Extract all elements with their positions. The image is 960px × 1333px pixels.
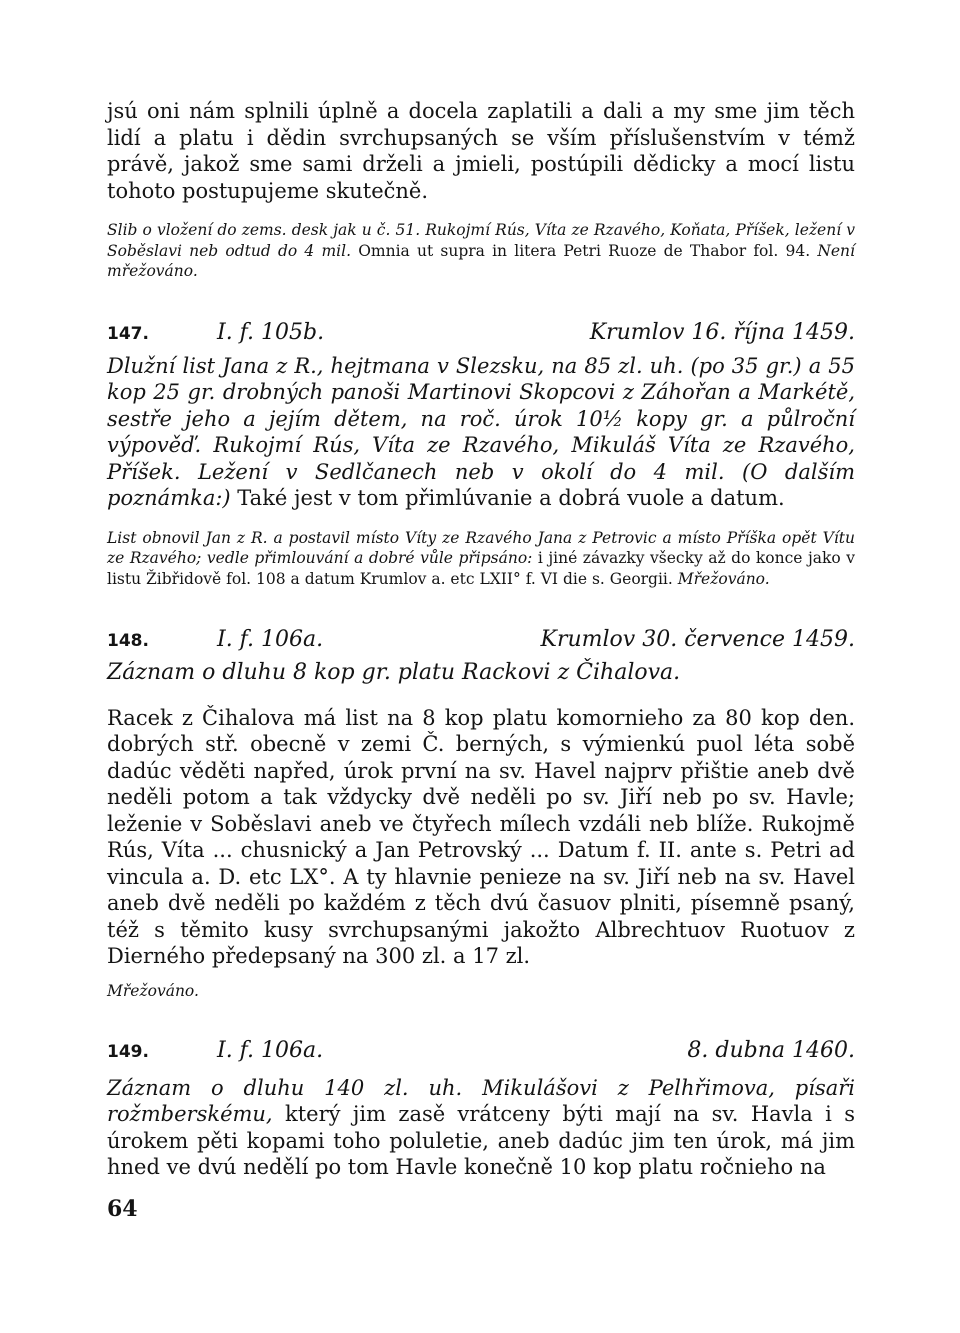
entry-number: 148. bbox=[107, 631, 149, 651]
entry-folio: I. f. 106a. bbox=[217, 1037, 324, 1063]
entry-signature-148: Mřežováno. bbox=[107, 981, 199, 1000]
entry-place-date: Krumlov 16. října 1459. bbox=[589, 319, 855, 345]
entry-title-147 bbox=[107, 353, 855, 512]
entry-title-italic: Dlužní list Jana z R., hejtmana v Slezsku, na 85 zl. uh. (po 35 gr.) a 55 kop 25 gr. drobných panoši Martinovi Skopcovi z Záhořan a Markétě, sestře jeho a jejím dětem, na roč. úrok 10½ kopy gr. a půlroční výpověď. Rukojmí Rús, Víta ze Rzavého, Mikuláš Víta ze Rzavého, Příšek. Ležení v Sedlčanech neb v okolí do 4 mil. (O dalším poznámka:) bbox=[107, 353, 855, 510]
entry-title-plain: který jim zasě vrátceny býti mají na sv. Havla i s úrokem pěti kopami toho poluletie, aneb dadúc jim ten úrok, má jim hned ve dvú nedělí po tom Havle konečně 10 kop platu ročnieho na bbox=[107, 1102, 855, 1179]
top-note-italic: Slib o vložení do zems. desk jak u č. 51. Rukojmí Rús, Víta ze Rzavého, Koňata, Příšek, ležení v Soběslavi neb odtud do 4 mil. bbox=[107, 221, 855, 260]
entry-title-plain: Také jest v tom přimlúvanie a dobrá vuole a datum. bbox=[230, 486, 785, 510]
page-content bbox=[107, 98, 855, 1181]
entry-body-148: Racek z Čihalova má list na 8 kop platu komornieho za 80 kop den. dobrých stř. obecně v zemi Č. berných, s výmienkú puol léta sobě dadúc věděti napřed, úrok první na sv. Havel najprv přištie aneb dvě neděli potom a tak vždycky dvě neděli po sv. Jiří neb po sv. Havle; leženie v Soběslavi aneb ve čtyřech mílech vzdáli neb blíže. Rukojmě Rús, Víta ... chusnický a Jan Petrovský ... Datum f. II. ante s. Petri ad vincula a. D. etc LX°. A ty hlavnie penieze na sv. Jiří neb na sv. Havel aneb dvě neděli po každém z těch dvú časuov plniti, písemně psaný, též s těmito kusy svrchupsanými jakožto Albrechtuov Ruotuov z Dierného předepsaný na 300 zl. a 17 zl. bbox=[107, 705, 855, 968]
entry-note-plain: i jiné závazky všecky až do konce jako v listu Žibřidově fol. 108 a datum Krumlov a. etc LXII° f. VI die s. Georgii. bbox=[107, 549, 855, 588]
top-note bbox=[107, 220, 855, 282]
entry-place-date: Krumlov 30. července 1459. bbox=[540, 627, 855, 652]
entry-title-italic: Záznam o dluhu 140 zl. uh. Mikulášovi z Pelhřimova, písaři rožmberskému, bbox=[107, 1075, 855, 1126]
page-number: 64 bbox=[107, 1196, 138, 1222]
entry-header-149 bbox=[107, 1038, 855, 1065]
entry-header-147 bbox=[107, 320, 855, 347]
entry-place-date: 8. dubna 1460. bbox=[687, 1037, 855, 1063]
entry-note-147 bbox=[107, 528, 855, 590]
entry-number: 149. bbox=[107, 1041, 149, 1062]
entry-title-148: Záznam o dluhu 8 kop gr. platu Rackovi z Čihalova. bbox=[107, 660, 681, 685]
top-note-plain: Omnia ut supra in litera Petri Ruoze de Thabor fol. 94. bbox=[351, 241, 811, 260]
entry-title-149 bbox=[107, 1075, 855, 1181]
entry-folio: I. f. 106a. bbox=[217, 627, 324, 652]
entry-note-italic-end: Mřežováno. bbox=[672, 569, 770, 588]
top-note-italic-end: Není mřežováno. bbox=[107, 241, 855, 280]
entry-header-148 bbox=[107, 627, 855, 654]
entry-note-italic: List obnovil Jan z R. a postavil místo Víty ze Rzavého Jana z Petrovic a místo Příška opět Vítu ze Rzavého; vedle přimlouvání a dobré vůle připsáno: bbox=[107, 528, 855, 567]
top-paragraph: jsú oni nám splnili úplně a docela zaplatili a dali a my sme jim těch lidí a platu i dědin svrchupsaných se vším příslušenstvím v témž právě, jakož sme sami drželi a jmieli, postúpili dědicky a mocí listu tohoto postupujeme skutečně. bbox=[107, 99, 855, 203]
entry-number: 147. bbox=[107, 323, 149, 344]
entry-folio: I. f. 105b. bbox=[217, 319, 325, 345]
